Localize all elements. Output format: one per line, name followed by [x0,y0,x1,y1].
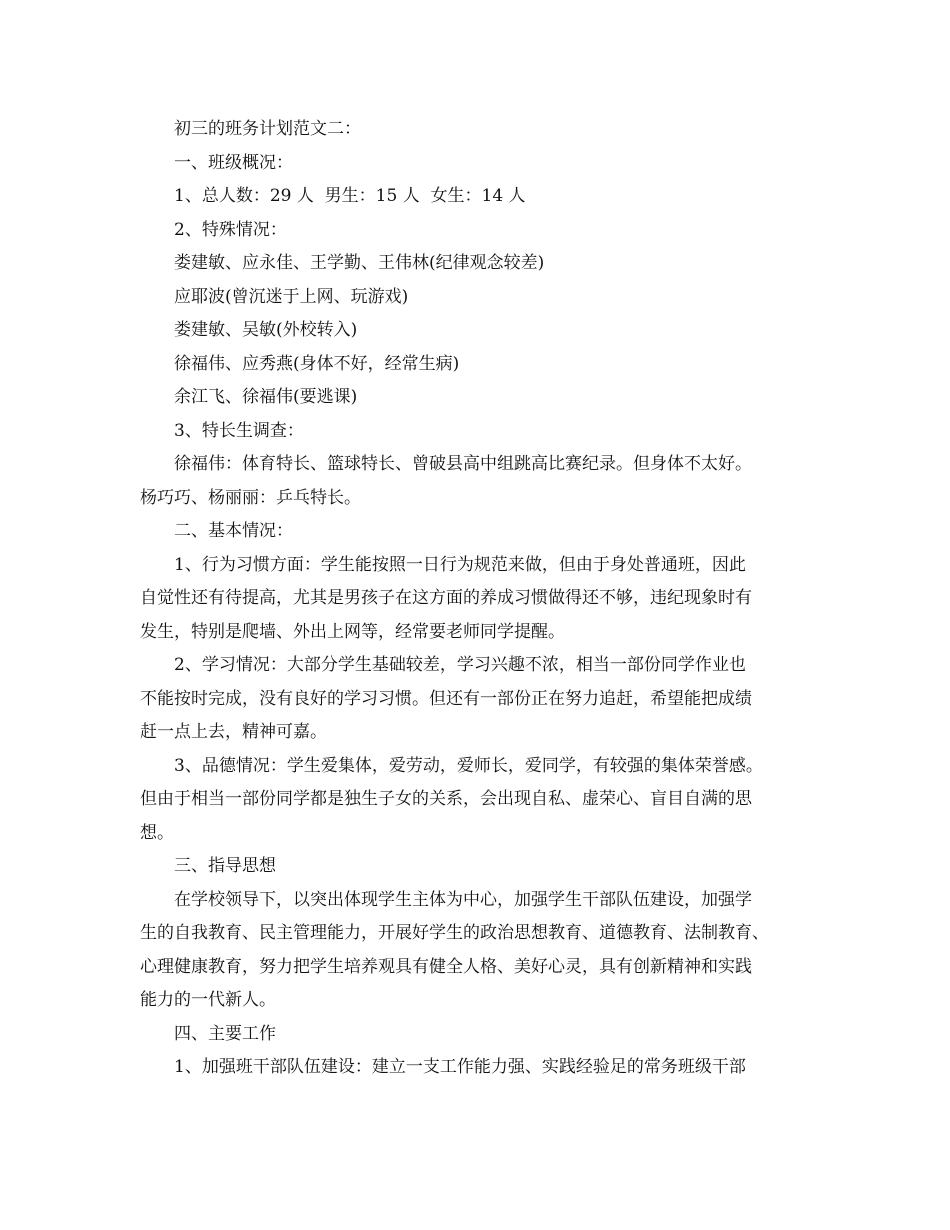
document-body [140,113,820,1085]
document-line: 1、行为习惯方面：学生能按照一日行为规范来做，但由于身处普通班，因此 [174,554,746,575]
document-line: 能力的一代新人。 [140,990,276,1010]
document-line: 心理健康教育，努力把学生培养观具有健全人格、美好心灵，具有创新精神和实践 [140,956,752,977]
document-line: 3、特长生调查： [174,420,304,441]
document-line: 余江飞、徐福伟(要逃课) [174,387,358,407]
document-line: 想。 [140,822,174,843]
document-line: 在学校领导下，以突出体现学生主体为中心，加强学生干部队伍建设，加强学 [174,889,752,910]
document-line: 杨巧巧、杨丽丽：乒乓特长。 [140,487,361,508]
document-line: 应耶波(曾沉迷于上网、玩游戏) [174,286,409,307]
document-line: 1、加强班干部队伍建设：建立一支工作能力强、实践经验足的常务班级干部 [174,1057,746,1077]
document-line: 不能按时完成，没有良好的学习习惯。但还有一部份正在努力追赶，希望能把成绩 [140,688,752,709]
document-line: 四、主要工作 [174,1023,276,1044]
document-line: 徐福伟：体育特长、篮球特长、曾破县高中组跳高比赛纪录。但身体不太好。 [174,454,752,474]
document-line: 1、总人数：29 人 男生：15 人 女生：14 人 [174,186,526,206]
document-line: 一、班级概况： [174,152,293,173]
document-line: 自觉性还有待提高，尤其是男孩子在这方面的养成习惯做得还不够，违纪现象时有 [140,588,752,608]
document-line: 发生，特别是爬墙、外出上网等，经常要老师同学提醒。 [140,621,565,642]
document-line: 初三的班务计划范文二： [174,119,361,139]
document-line: 徐福伟、应秀燕(身体不好，经常生病) [174,353,460,374]
document-line: 2、学习情况：大部分学生基础较差，学习兴趣不浓，相当一部份同学作业也 [174,655,746,675]
document-line: 三、指导思想 [174,856,276,876]
document-line: 但由于相当一部份同学都是独生子女的关系，会出现自私、虚荣心、盲目自满的思 [140,789,752,809]
document-line: 生的自我教育、民主管理能力，开展好学生的政治思想教育、道德教育、法制教育、 [140,923,769,943]
document-line: 赶一点上去，精神可嘉。 [140,722,327,742]
document-line: 娄建敏、吴敏(外校转入) [174,320,358,340]
document-line: 3、品德情况：学生爱集体，爱劳动，爱师长，爱同学，有较强的集体荣誉感。 [174,755,763,776]
document-line: 二、基本情况： [174,521,293,541]
document-line: 2、特殊情况： [174,219,287,240]
document-line: 娄建敏、应永佳、王学勤、王伟林(纪律观念较差) [174,253,545,273]
